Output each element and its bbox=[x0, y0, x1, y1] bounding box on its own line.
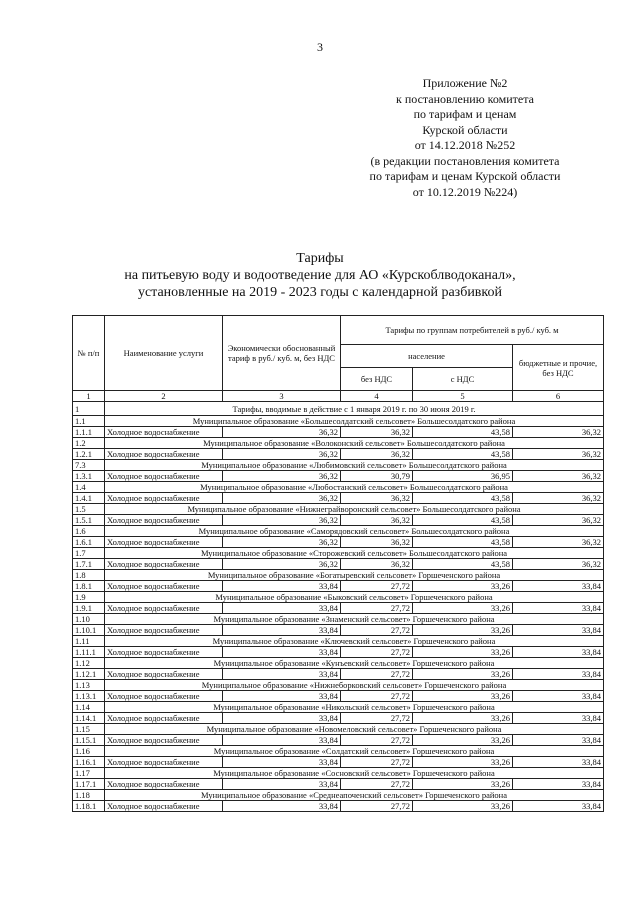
economic-tariff-value: 33,84 bbox=[223, 625, 341, 636]
population-no-vat-value: 27,72 bbox=[341, 779, 413, 790]
budget-value: 36,32 bbox=[513, 427, 604, 438]
appendix-line: от 10.12.2019 №224) bbox=[412, 184, 518, 199]
municipality-row bbox=[73, 768, 604, 779]
appendix-line: по тарифам и ценам Курской области bbox=[369, 169, 561, 183]
service-name: Холодное водоснабжение bbox=[105, 559, 223, 570]
section-row bbox=[73, 402, 604, 416]
municipality-code: 1.13 bbox=[73, 680, 105, 691]
population-no-vat-value: 27,72 bbox=[341, 603, 413, 614]
population-no-vat-value: 27,72 bbox=[341, 647, 413, 658]
population-vat-value: 33,26 bbox=[413, 735, 513, 746]
tariff-row bbox=[73, 625, 604, 636]
population-no-vat-value: 27,72 bbox=[341, 801, 413, 812]
municipality-code: 1.17 bbox=[73, 768, 105, 779]
budget-value: 33,84 bbox=[513, 691, 604, 702]
header-population: население bbox=[341, 345, 513, 368]
municipality-name: Муниципальное образование «Кунъевский сельсовет» Горшеченского района bbox=[105, 658, 604, 669]
header-economic-tariff: Экономически обоснованный тариф в руб./ куб. м, без НДС bbox=[223, 316, 341, 391]
municipality-code: 1.9 bbox=[73, 592, 105, 603]
population-vat-value: 33,26 bbox=[413, 647, 513, 658]
column-number: 3 bbox=[223, 391, 341, 402]
population-vat-value: 33,26 bbox=[413, 779, 513, 790]
tariff-code: 1.2.1 bbox=[73, 449, 105, 460]
service-name: Холодное водоснабжение bbox=[105, 713, 223, 724]
population-vat-value: 43,58 bbox=[413, 427, 513, 438]
tariff-row bbox=[73, 735, 604, 746]
municipality-name: Муниципальное образование «Быковский сельсовет» Горшеченского района bbox=[105, 592, 604, 603]
tariff-row bbox=[73, 581, 604, 592]
budget-value: 33,84 bbox=[513, 801, 604, 812]
budget-value: 36,32 bbox=[513, 471, 604, 482]
municipality-code: 1.18 bbox=[73, 790, 105, 801]
header-budget: бюджетные и прочие, без НДС bbox=[513, 345, 604, 391]
tariff-code: 1.4.1 bbox=[73, 493, 105, 504]
economic-tariff-value: 33,84 bbox=[223, 669, 341, 680]
municipality-code: 1.15 bbox=[73, 724, 105, 735]
tariff-row bbox=[73, 713, 604, 724]
municipality-row bbox=[73, 636, 604, 647]
budget-value: 33,84 bbox=[513, 757, 604, 768]
budget-value: 33,84 bbox=[513, 603, 604, 614]
population-no-vat-value: 27,72 bbox=[341, 713, 413, 724]
column-number-row bbox=[73, 391, 604, 402]
tariff-code: 1.11.1 bbox=[73, 647, 105, 658]
municipality-code: 1.14 bbox=[73, 702, 105, 713]
population-vat-value: 33,26 bbox=[413, 603, 513, 614]
tariff-row bbox=[73, 757, 604, 768]
service-name: Холодное водоснабжение bbox=[105, 493, 223, 504]
tariff-code: 1.10.1 bbox=[73, 625, 105, 636]
appendix-line: от 14.12.2018 №252 bbox=[414, 138, 516, 152]
service-name: Холодное водоснабжение bbox=[105, 603, 223, 614]
municipality-name: Муниципальное образование «Саморядовский сельсовет» Большесолдатского района bbox=[105, 526, 604, 537]
population-vat-value: 43,58 bbox=[413, 559, 513, 570]
tariff-row bbox=[73, 471, 604, 482]
budget-value: 36,32 bbox=[513, 493, 604, 504]
tariff-row bbox=[73, 691, 604, 702]
municipality-row bbox=[73, 526, 604, 537]
municipality-name: Муниципальное образование «Сосновский сельсовет» Горшеченского района bbox=[105, 768, 604, 779]
municipality-row bbox=[73, 680, 604, 691]
header-consumer-groups: Тарифы по группам потребителей в руб./ куб. м bbox=[341, 316, 604, 345]
service-name: Холодное водоснабжение bbox=[105, 581, 223, 592]
tariff-row bbox=[73, 603, 604, 614]
header-num: № п/п bbox=[73, 316, 105, 391]
economic-tariff-value: 36,32 bbox=[223, 559, 341, 570]
economic-tariff-value: 36,32 bbox=[223, 471, 341, 482]
population-no-vat-value: 27,72 bbox=[341, 625, 413, 636]
service-name: Холодное водоснабжение bbox=[105, 735, 223, 746]
tariff-code: 1.3.1 bbox=[73, 471, 105, 482]
tariff-code: 1.18.1 bbox=[73, 801, 105, 812]
tariff-row bbox=[73, 427, 604, 438]
municipality-name: Муниципальное образование «Большесолдатский сельсовет» Большесолдатского района bbox=[105, 416, 604, 427]
header-with-vat: с НДС bbox=[413, 368, 513, 391]
municipality-name: Муниципальное образование «Нижнеборковский сельсовет» Горшеченского района bbox=[105, 680, 604, 691]
tariff-row bbox=[73, 449, 604, 460]
tariff-code: 1.5.1 bbox=[73, 515, 105, 526]
appendix-line: к постановлению комитета bbox=[396, 91, 534, 106]
population-vat-value: 33,26 bbox=[413, 625, 513, 636]
document-title bbox=[0, 250, 640, 301]
population-no-vat-value: 36,32 bbox=[341, 515, 413, 526]
economic-tariff-value: 36,32 bbox=[223, 427, 341, 438]
tariff-row bbox=[73, 493, 604, 504]
economic-tariff-value: 36,32 bbox=[223, 515, 341, 526]
population-no-vat-value: 27,72 bbox=[341, 691, 413, 702]
budget-value: 33,84 bbox=[513, 625, 604, 636]
service-name: Холодное водоснабжение bbox=[105, 801, 223, 812]
population-vat-value: 33,26 bbox=[413, 581, 513, 592]
budget-value: 36,32 bbox=[513, 537, 604, 548]
economic-tariff-value: 33,84 bbox=[223, 713, 341, 724]
tariff-row bbox=[73, 515, 604, 526]
municipality-code: 1.5 bbox=[73, 504, 105, 515]
header-without-vat: без НДС bbox=[341, 368, 413, 391]
tariff-code: 1.12.1 bbox=[73, 669, 105, 680]
municipality-row bbox=[73, 592, 604, 603]
population-no-vat-value: 36,32 bbox=[341, 537, 413, 548]
municipality-code: 1.16 bbox=[73, 746, 105, 757]
economic-tariff-value: 33,84 bbox=[223, 735, 341, 746]
municipality-name: Муниципальное образование «Никольский сельсовет» Горшеченского района bbox=[105, 702, 604, 713]
municipality-row bbox=[73, 482, 604, 493]
service-name: Холодное водоснабжение bbox=[105, 427, 223, 438]
header-service: Наименование услуги bbox=[105, 316, 223, 391]
economic-tariff-value: 33,84 bbox=[223, 801, 341, 812]
municipality-name: Муниципальное образование «Ключевский сельсовет» Горшеченского района bbox=[105, 636, 604, 647]
municipality-row bbox=[73, 416, 604, 427]
tariff-code: 1.7.1 bbox=[73, 559, 105, 570]
budget-value: 33,84 bbox=[513, 713, 604, 724]
population-vat-value: 43,58 bbox=[413, 515, 513, 526]
municipality-row bbox=[73, 460, 604, 471]
tariff-code: 1.9.1 bbox=[73, 603, 105, 614]
municipality-name: Муниципальное образование «Любостанский сельсовет» Большесолдатского района bbox=[105, 482, 604, 493]
population-no-vat-value: 27,72 bbox=[341, 735, 413, 746]
appendix-line: (в редакции постановления комитета bbox=[370, 153, 560, 168]
service-name: Холодное водоснабжение bbox=[105, 515, 223, 526]
appendix-block bbox=[360, 76, 570, 200]
column-number: 1 bbox=[73, 391, 105, 402]
municipality-name: Муниципальное образование «Среднеапоченский сельсовет» Горшеченского района bbox=[105, 790, 604, 801]
budget-value: 33,84 bbox=[513, 581, 604, 592]
tariff-code: 1.16.1 bbox=[73, 757, 105, 768]
municipality-code: 1.8 bbox=[73, 570, 105, 581]
municipality-row bbox=[73, 504, 604, 515]
municipality-name: Муниципальное образование «Нижнеграйворонский сельсовет» Большесолдатского района bbox=[105, 504, 604, 515]
population-no-vat-value: 36,32 bbox=[341, 493, 413, 504]
title-line: Тарифы bbox=[296, 251, 344, 266]
section-title: Тарифы, вводимые в действие с 1 января 2019 г. по 30 июня 2019 г. bbox=[105, 402, 604, 416]
column-number: 4 bbox=[341, 391, 413, 402]
tariff-row bbox=[73, 779, 604, 790]
municipality-name: Муниципальное образование «Богатыревский сельсовет» Горшеченского района bbox=[105, 570, 604, 581]
municipality-code: 1.12 bbox=[73, 658, 105, 669]
appendix-line: по тарифам и ценам bbox=[413, 107, 517, 121]
tariff-row bbox=[73, 801, 604, 812]
municipality-code: 1.7 bbox=[73, 548, 105, 559]
municipality-row bbox=[73, 614, 604, 625]
population-vat-value: 33,26 bbox=[413, 713, 513, 724]
population-no-vat-value: 36,32 bbox=[341, 449, 413, 460]
municipality-code: 1.10 bbox=[73, 614, 105, 625]
tariff-code: 1.8.1 bbox=[73, 581, 105, 592]
population-no-vat-value: 27,72 bbox=[341, 581, 413, 592]
municipality-name: Муниципальное образование «Новомеловский сельсовет» Горшеченского района bbox=[105, 724, 604, 735]
page-number: 3 bbox=[317, 40, 323, 54]
title-line: установленные на 2019 - 2023 годы с календарной разбивкой bbox=[137, 285, 503, 300]
population-vat-value: 33,26 bbox=[413, 801, 513, 812]
section-num: 1 bbox=[73, 402, 105, 416]
municipality-code: 1.11 bbox=[73, 636, 105, 647]
budget-value: 33,84 bbox=[513, 669, 604, 680]
economic-tariff-value: 33,84 bbox=[223, 647, 341, 658]
tariff-code: 1.1.1 bbox=[73, 427, 105, 438]
column-number: 5 bbox=[413, 391, 513, 402]
municipality-code: 7.3 bbox=[73, 460, 105, 471]
service-name: Холодное водоснабжение bbox=[105, 537, 223, 548]
municipality-row bbox=[73, 548, 604, 559]
budget-value: 36,32 bbox=[513, 559, 604, 570]
budget-value: 33,84 bbox=[513, 779, 604, 790]
municipality-name: Муниципальное образование «Сторожевский сельсовет» Большесолдатского района bbox=[105, 548, 604, 559]
budget-value: 33,84 bbox=[513, 735, 604, 746]
appendix-line: Приложение №2 bbox=[422, 76, 508, 90]
service-name: Холодное водоснабжение bbox=[105, 757, 223, 768]
tariff-row bbox=[73, 647, 604, 658]
population-vat-value: 36,95 bbox=[413, 471, 513, 482]
population-vat-value: 33,26 bbox=[413, 757, 513, 768]
service-name: Холодное водоснабжение bbox=[105, 647, 223, 658]
population-no-vat-value: 27,72 bbox=[341, 669, 413, 680]
economic-tariff-value: 33,84 bbox=[223, 603, 341, 614]
tariff-code: 1.15.1 bbox=[73, 735, 105, 746]
economic-tariff-value: 33,84 bbox=[223, 691, 341, 702]
economic-tariff-value: 36,32 bbox=[223, 493, 341, 504]
tariff-code: 1.17.1 bbox=[73, 779, 105, 790]
tariff-code: 1.6.1 bbox=[73, 537, 105, 548]
population-no-vat-value: 27,72 bbox=[341, 757, 413, 768]
tariff-table bbox=[72, 315, 604, 812]
municipality-row bbox=[73, 570, 604, 581]
population-no-vat-value: 30,79 bbox=[341, 471, 413, 482]
tariff-row bbox=[73, 537, 604, 548]
municipality-name: Муниципальное образование «Волоконский сельсовет» Большесолдатского района bbox=[105, 438, 604, 449]
tariff-code: 1.14.1 bbox=[73, 713, 105, 724]
column-number: 6 bbox=[513, 391, 604, 402]
population-no-vat-value: 36,32 bbox=[341, 427, 413, 438]
population-vat-value: 33,26 bbox=[413, 669, 513, 680]
municipality-name: Муниципальное образование «Знаменский сельсовет» Горшеченского района bbox=[105, 614, 604, 625]
population-vat-value: 43,58 bbox=[413, 493, 513, 504]
municipality-row bbox=[73, 746, 604, 757]
service-name: Холодное водоснабжение bbox=[105, 669, 223, 680]
tariff-code: 1.13.1 bbox=[73, 691, 105, 702]
tariff-row bbox=[73, 669, 604, 680]
municipality-row bbox=[73, 702, 604, 713]
population-no-vat-value: 36,32 bbox=[341, 559, 413, 570]
budget-value: 36,32 bbox=[513, 515, 604, 526]
economic-tariff-value: 33,84 bbox=[223, 581, 341, 592]
economic-tariff-value: 36,32 bbox=[223, 449, 341, 460]
municipality-name: Муниципальное образование «Любимовский сельсовет» Большесолдатского района bbox=[105, 460, 604, 471]
economic-tariff-value: 33,84 bbox=[223, 779, 341, 790]
budget-value: 36,32 bbox=[513, 449, 604, 460]
population-vat-value: 33,26 bbox=[413, 691, 513, 702]
service-name: Холодное водоснабжение bbox=[105, 471, 223, 482]
population-vat-value: 43,58 bbox=[413, 537, 513, 548]
budget-value: 33,84 bbox=[513, 647, 604, 658]
economic-tariff-value: 36,32 bbox=[223, 537, 341, 548]
municipality-code: 1.4 bbox=[73, 482, 105, 493]
tariff-row bbox=[73, 559, 604, 570]
service-name: Холодное водоснабжение bbox=[105, 449, 223, 460]
municipality-code: 1.2 bbox=[73, 438, 105, 449]
municipality-name: Муниципальное образование «Солдатский сельсовет» Горшеченского района bbox=[105, 746, 604, 757]
municipality-row bbox=[73, 790, 604, 801]
municipality-code: 1.6 bbox=[73, 526, 105, 537]
title-line: на питьевую воду и водоотведение для АО «Курскоблводоканал», bbox=[124, 268, 516, 283]
municipality-row bbox=[73, 658, 604, 669]
appendix-line: Курской области bbox=[422, 122, 508, 137]
municipality-row bbox=[73, 724, 604, 735]
municipality-code: 1.1 bbox=[73, 416, 105, 427]
service-name: Холодное водоснабжение bbox=[105, 625, 223, 636]
municipality-row bbox=[73, 438, 604, 449]
service-name: Холодное водоснабжение bbox=[105, 691, 223, 702]
economic-tariff-value: 33,84 bbox=[223, 757, 341, 768]
column-number: 2 bbox=[105, 391, 223, 402]
population-vat-value: 43,58 bbox=[413, 449, 513, 460]
service-name: Холодное водоснабжение bbox=[105, 779, 223, 790]
